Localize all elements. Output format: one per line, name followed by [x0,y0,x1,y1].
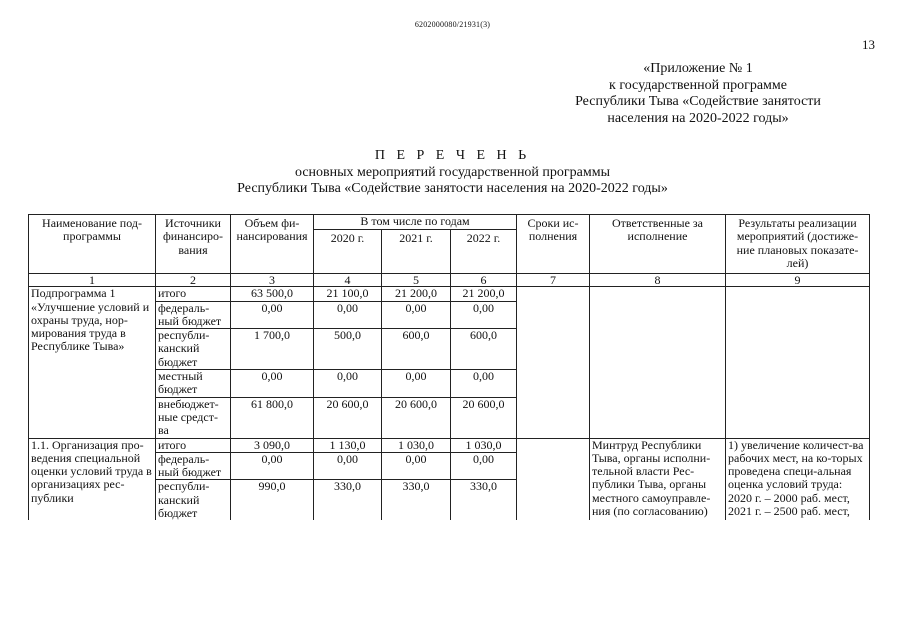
source-cell: федераль-ный бюджет [156,301,231,329]
year-2022-cell: 1 030,0 [451,438,517,452]
year-2021-cell: 330,0 [382,480,451,520]
appendix-line-3: Республики Тыва «Содействие занятости [575,94,821,109]
volume-cell: 0,00 [231,301,314,329]
index-cell: 8 [590,274,726,287]
year-2022-cell: 0,00 [451,301,517,329]
volume-cell: 990,0 [231,480,314,520]
subtitle-line-2: Республики Тыва «Содействие занятости населения на 2020-2022 годы» [237,181,668,196]
year-2022-cell: 330,0 [451,480,517,520]
volume-cell: 61 800,0 [231,397,314,438]
document-id: 6202000080/21931(3) [414,20,491,29]
year-2020-cell: 330,0 [314,480,382,520]
index-cell: 4 [314,274,382,287]
index-cell: 9 [726,274,870,287]
subprogram-name: Подпрограмма 1 «Улучшение условий и охраны труда, нор-мирования труда в Республике Тыва» [29,287,156,438]
index-cell: 2 [156,274,231,287]
year-2021-cell: 1 030,0 [382,438,451,452]
document-title: П Е Р Е Ч Е Н Ь [374,148,531,163]
year-2020-cell: 500,0 [314,329,382,370]
header-volume: Объем фи-нансирования [231,215,314,274]
terms-cell [517,287,590,438]
subtitle-line-1: основных мероприятий государственной программы [294,165,610,180]
source-cell: федераль-ный бюджет [156,452,231,480]
year-2021-cell: 0,00 [382,301,451,329]
activity-name: 1.1. Организация про-ведения специальной оценки условий труда в организациях рес-публики [29,438,156,520]
year-2020-cell: 1 130,0 [314,438,382,452]
year-2021-cell: 600,0 [382,329,451,370]
source-cell: итого [156,438,231,452]
header-responsible: Ответственные за исполнение [590,215,726,274]
appendix-line-4: населения на 2020-2022 годы» [607,110,789,126]
year-2022-cell: 0,00 [451,370,517,398]
table-row [29,287,870,301]
header-by-years: В том числе по годам [314,215,517,230]
year-2020-cell: 0,00 [314,370,382,398]
year-2021-cell: 0,00 [382,452,451,480]
results-cell [726,287,870,438]
index-cell: 7 [517,274,590,287]
header-name: Наименование под-программы [29,215,156,274]
appendix-line-2: к государственной программе [609,77,787,93]
header-results: Результаты реализации мероприятий (достиже-ние плановых показате-лей) [726,215,870,274]
index-cell: 3 [231,274,314,287]
volume-cell: 63 500,0 [231,287,314,301]
year-2021-cell: 0,00 [382,370,451,398]
index-cell: 6 [451,274,517,287]
volume-cell: 0,00 [231,452,314,480]
volume-cell: 1 700,0 [231,329,314,370]
year-2022-cell: 600,0 [451,329,517,370]
year-2020-cell: 21 100,0 [314,287,382,301]
index-cell: 5 [382,274,451,287]
header-terms: Сроки ис-полнения [517,215,590,274]
header-sources: Источники финансиро-вания [156,215,231,274]
responsible-cell [590,287,726,438]
index-cell: 1 [29,274,156,287]
results-line: 1) увеличение количест-ва рабочих мест, на ко-торых проведена специ-альная оценка условий труда: [728,438,864,492]
year-2022-cell: 21 200,0 [451,287,517,301]
year-2021-cell: 21 200,0 [382,287,451,301]
header-2020: 2020 г. [314,230,382,274]
responsible-cell: Минтруд Республики Тыва, органы исполни-тельной власти Рес-публики Тыва, органы местного самоуправле-ния (по согласованию) [590,438,726,520]
results-line: 2021 г. – 2500 раб. мест, [728,504,850,519]
terms-cell [517,438,590,520]
activities-table [28,214,870,520]
volume-cell: 0,00 [231,370,314,398]
source-cell: республи-канский бюджет [156,480,231,520]
appendix-header [533,61,863,127]
source-cell: местный бюджет [156,370,231,398]
year-2022-cell: 20 600,0 [451,397,517,438]
year-2020-cell: 0,00 [314,452,382,480]
year-2021-cell: 20 600,0 [382,397,451,438]
index-row [29,274,870,287]
results-line: 2020 г. – 2000 раб. мест, [728,490,850,505]
header-2021: 2021 г. [382,230,451,274]
year-2020-cell: 0,00 [314,301,382,329]
page-number: 13 [862,37,875,52]
header-row-1 [29,215,870,230]
volume-cell: 3 090,0 [231,438,314,452]
results-cell [726,438,870,520]
table-row [29,438,870,452]
year-2020-cell: 20 600,0 [314,397,382,438]
header-2022: 2022 г. [451,230,517,274]
year-2022-cell: 0,00 [451,452,517,480]
source-cell: итого [156,287,231,301]
source-cell: внебюджет-ные средст-ва [156,397,231,438]
appendix-line-1: «Приложение № 1 [643,61,753,76]
document-subtitle [0,165,905,197]
source-cell: республи-канский бюджет [156,329,231,370]
